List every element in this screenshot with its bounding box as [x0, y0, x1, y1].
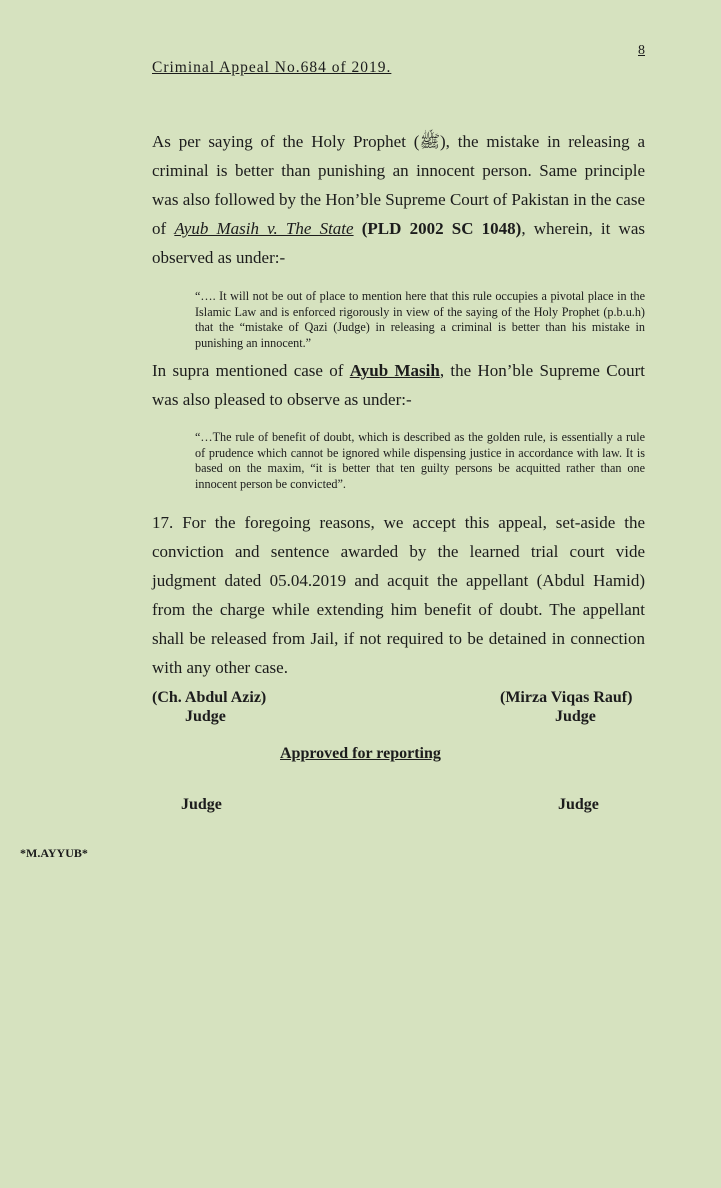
judge-title-left: Judge [185, 708, 226, 725]
paragraph-text: As per saying of the Holy Prophet (ﷺ), the mistake in releasing a criminal is better than punishing an innocent person. Same principle was also followed by the Hon’ble Supreme Court of Pakistan in the case of [152, 132, 645, 238]
judge-title-right: Judge [555, 708, 596, 725]
case-name-ayub-masih-v-state: Ayub Masih v. The State [174, 219, 354, 238]
case-name-ayub-masih: Ayub Masih [349, 361, 440, 380]
block-quote-benefit-of-doubt: “…The rule of benefit of doubt, which is described as the golden rule, is essentially a rule of prudence which cannot be ignored while dispensing justice in accordance with law. It is based on the maxim, “it is better that ten guilty persons be acquitted rather than one innocent person be convicted”. [195, 430, 645, 491]
paragraph-holy-prophet-saying [152, 127, 645, 272]
approved-for-reporting: Approved for reporting [280, 745, 441, 762]
paragraph-17-decision: 17. For the foregoing reasons, we accept this appeal, set-aside the conviction and sentence awarded by the learned trial court vide judgment dated 05.04.2019 and acquit the appellant (Abdul Hamid) from the charge while extending him benefit of doubt. The appellant shall be released from Jail, if not required to be detained in connection with any other case. [152, 513, 645, 677]
typist-initials: *M.AYYUB* [20, 846, 88, 860]
paragraph-supra-case [152, 356, 645, 414]
paragraph-text: , wherein, it was observed as under:- [152, 219, 645, 267]
citation: (PLD 2002 SC 1048) [361, 219, 522, 238]
page-number: 8 [638, 43, 645, 58]
judge-name-left: (Ch. Abdul Aziz) [152, 689, 267, 706]
approval-judge-left: Judge [181, 796, 222, 813]
approval-judge-right: Judge [558, 796, 599, 813]
case-header: Criminal Appeal No.684 of 2019. [152, 59, 392, 76]
block-quote-islamic-law: “…. It will not be out of place to mention here that this rule occupies a pivotal place in the Islamic Law and is enforced rigorously in view of the saying of the Holy Prophet (p.b.u.h) that the “mistake of Qazi (Judge) in releasing a criminal is better than his mistake in punishing an innocent.” [195, 289, 645, 350]
paragraph-text: In supra mentioned case of [152, 361, 350, 380]
judge-name-right: (Mirza Viqas Rauf) [500, 689, 633, 706]
paragraph-text: , the Hon’ble Supreme Court was also pleased to observe as under:- [152, 361, 645, 409]
